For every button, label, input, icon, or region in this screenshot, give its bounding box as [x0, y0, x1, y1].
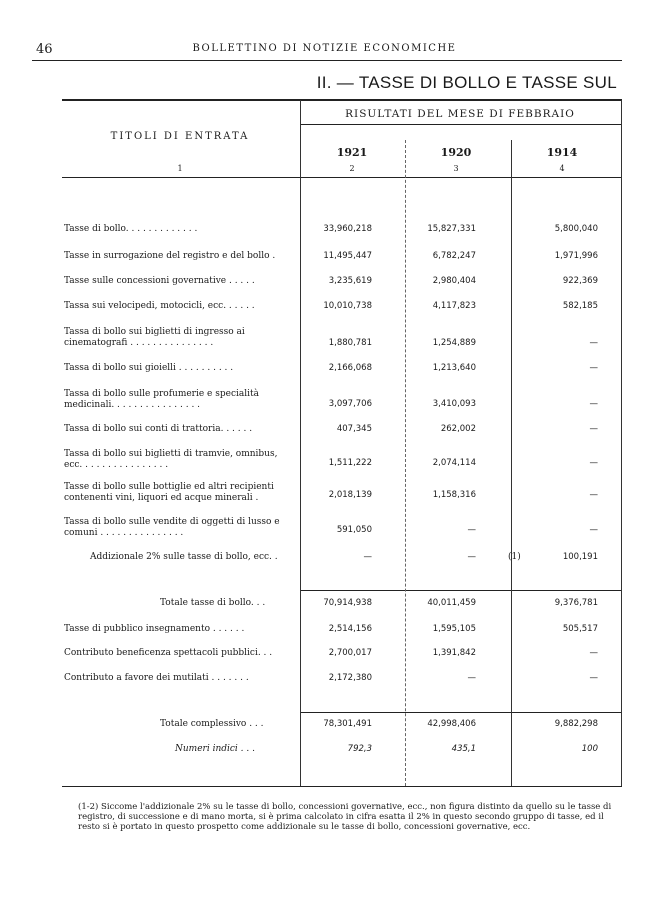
value-1921: 10,010,738	[323, 301, 372, 311]
column-number: 3	[453, 164, 459, 173]
total-1921: 78,301,491	[323, 719, 372, 729]
row-label: Addizionale 2% sulle tasse di bollo, ecc. .	[90, 552, 278, 562]
running-head: BOLLETTINO DI NOTIZIE ECONOMICHE	[192, 43, 457, 54]
index-1921: 792,3	[347, 744, 372, 754]
value-1914: 582,185	[562, 301, 598, 311]
row-label: Tassa di bollo sui biglietti di ingresso ai cinematografi . . . . . . . . . . . . . . .	[64, 327, 245, 348]
value-1914: —	[589, 490, 598, 500]
value-1914: —	[589, 525, 598, 535]
value-1921: 1,880,781	[328, 338, 372, 348]
value-1914: —	[589, 458, 598, 468]
total-rule	[300, 712, 622, 713]
row-label: Contributo beneficenza spettacoli pubblici. . .	[64, 648, 273, 658]
value-1920: 4,117,823	[432, 301, 476, 311]
value-1920: 6,782,247	[432, 251, 476, 261]
total-1914: 9,882,298	[554, 719, 598, 729]
row-label: Tasse sulle concessioni governative . . . . .	[64, 276, 255, 286]
year-1914-header: 1914	[546, 146, 578, 159]
value-1920: —	[467, 552, 476, 562]
value-1921: 3,235,619	[328, 276, 372, 286]
row-label: Tassa di bollo sulle vendite di oggetti di lusso e comuni . . . . . . . . . . . . . . .	[64, 517, 280, 538]
value-1914: —	[589, 424, 598, 434]
value-1920: 1,158,316	[432, 490, 476, 500]
value-1914: —	[589, 673, 598, 683]
subtotal-1921: 70,914,938	[323, 598, 372, 608]
value-1921: 591,050	[336, 525, 372, 535]
value-1921: 2,700,017	[328, 648, 372, 658]
value-1914: 922,369	[562, 276, 598, 286]
value-1920: 2,074,114	[432, 458, 476, 468]
right-border	[621, 100, 622, 786]
value-1914: —	[589, 399, 598, 409]
value-1921: 2,166,068	[328, 363, 372, 373]
column-separator	[300, 100, 301, 786]
column-separator	[511, 140, 512, 786]
value-1920: 1,391,842	[432, 648, 476, 658]
row-label: Tassa di bollo sulle profumerie e specialità medicinali. . . . . . . . . . . . . . . .	[64, 389, 259, 410]
year-1920-header: 1920	[440, 146, 472, 159]
row-label: Tasse di bollo sulle bottiglie ed altri recipienti contenenti vini, liquori ed acque minerali .	[64, 482, 274, 503]
value-1921: 11,495,447	[323, 251, 372, 261]
head-rule	[32, 60, 622, 61]
value-1920: —	[467, 673, 476, 683]
index-label: Numeri indici . . .	[175, 744, 255, 754]
subtotal-label: Totale tasse di bollo. . .	[160, 598, 266, 608]
value-1914: —	[589, 363, 598, 373]
value-1921: 3,097,706	[328, 399, 372, 409]
table-top-rule	[62, 99, 622, 101]
value-1921: 1,511,222	[328, 458, 372, 468]
results-header: RISULTATI DEL MESE DI FEBBRAIO	[345, 108, 575, 120]
value-1914: —	[589, 648, 598, 658]
value-1920: 1,254,889	[432, 338, 476, 348]
value-1914: —	[589, 338, 598, 348]
footnote-marker: (1)	[508, 552, 521, 562]
value-1914: 5,800,040	[554, 224, 598, 234]
subtotal-1914: 9,376,781	[554, 598, 598, 608]
value-1921: 2,018,139	[328, 490, 372, 500]
value-1921: —	[363, 552, 372, 562]
value-1920: —	[467, 525, 476, 535]
section-title: II. — TASSE DI BOLLO E TASSE SUL	[316, 73, 617, 92]
row-label: Tassa di bollo sui biglietti di tramvie, omnibus, ecc. . . . . . . . . . . . . . . .	[64, 449, 278, 470]
row-label: Tassa di bollo sui conti di trattoria. . . . . .	[64, 424, 253, 434]
column-number: 1	[177, 164, 183, 173]
titoli-header: TITOLI DI ENTRATA	[110, 131, 250, 142]
value-1914: 1,971,996	[554, 251, 598, 261]
row-label: Tasse in surrogazione del registro e del bollo .	[64, 251, 276, 261]
total-1920: 42,998,406	[427, 719, 476, 729]
value-1921: 2,514,156	[328, 624, 372, 634]
total-label: Totale complessivo . . .	[160, 719, 264, 729]
row-label: Tasse di pubblico insegnamento . . . . . .	[64, 624, 245, 634]
subtotal-rule	[300, 590, 622, 591]
value-1920: 15,827,331	[427, 224, 476, 234]
row-label: Tassa di bollo sui gioielli . . . . . . . . . .	[64, 363, 234, 373]
column-number: 2	[349, 164, 355, 173]
row-label: Tassa sui velocipedi, motocicli, ecc. . . . . .	[64, 301, 255, 311]
value-1921: 33,960,218	[323, 224, 372, 234]
value-1914: 100,191	[562, 552, 598, 562]
header-bottom-rule	[62, 177, 622, 178]
footnote: (1-2) Siccome l'addizionale 2% su le tasse di bollo, concessioni governative, ecc., non figura distinto da quello su le tasse di registro, di successione e di mano morta, si è prima calcolato in cifra esatta il 2% in questo secondo gruppo di tasse, ed il resto si è portato in questo prospetto come addizionale su le tasse di bollo, concessioni governative, ecc.	[78, 802, 612, 832]
value-1920: 2,980,404	[432, 276, 476, 286]
value-1921: 2,172,380	[328, 673, 372, 683]
table-bottom-rule	[62, 786, 622, 787]
page-number: 46	[36, 42, 53, 57]
value-1920: 262,002	[440, 424, 476, 434]
row-label: Contributo a favore dei mutilati . . . . . . .	[64, 673, 249, 683]
year-1921-header: 1921	[336, 146, 368, 159]
value-1920: 1,213,640	[432, 363, 476, 373]
column-number: 4	[559, 164, 565, 173]
row-label: Tasse di bollo. . . . . . . . . . . . .	[64, 224, 198, 234]
value-1920: 1,595,105	[432, 624, 476, 634]
value-1921: 407,345	[336, 424, 372, 434]
index-1914: 100	[581, 744, 598, 754]
header-subrule	[300, 124, 622, 125]
value-1920: 3,410,093	[432, 399, 476, 409]
value-1914: 505,517	[562, 624, 598, 634]
subtotal-1920: 40,011,459	[427, 598, 476, 608]
index-1920: 435,1	[451, 744, 476, 754]
